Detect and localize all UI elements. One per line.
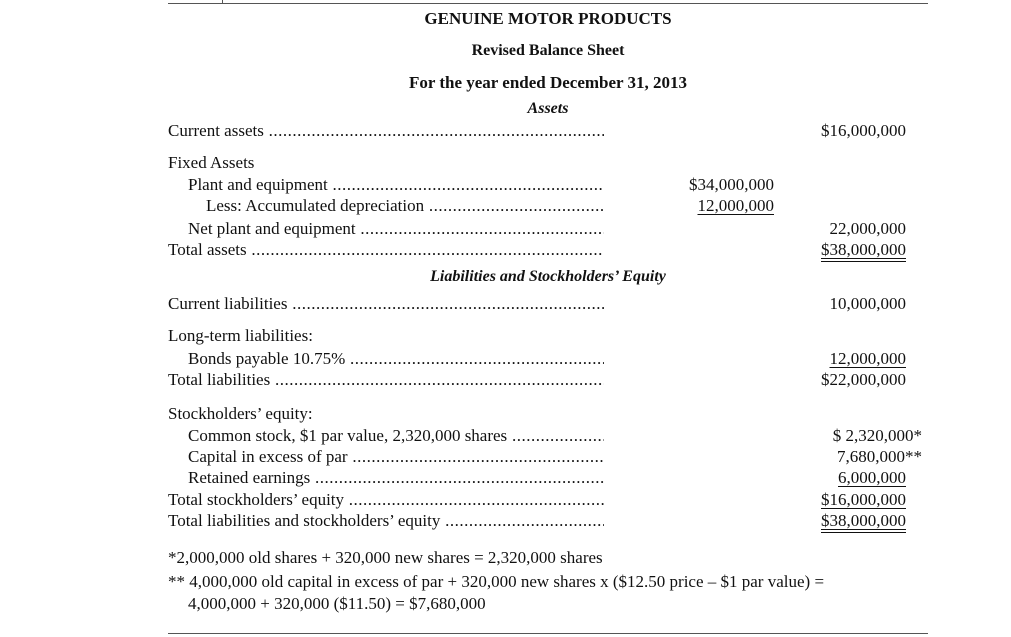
long-term-heading: Long-term liabilities: bbox=[168, 326, 313, 345]
bonds-payable-value: 12,000,000 bbox=[829, 349, 906, 368]
common-stock-label: Common stock, $1 par value, 2,320,000 shares ..... bbox=[188, 426, 604, 446]
total-liab-equity-label: Total liabilities and stockholders’ equity ..... bbox=[168, 511, 604, 531]
total-liab-equity-value: $38,000,000 bbox=[821, 511, 906, 530]
total-liabilities-value: $22,000,000 bbox=[821, 370, 906, 389]
retained-earnings-label: Retained earnings ..... bbox=[188, 468, 604, 488]
total-liabilities-label: Total liabilities ..... bbox=[168, 370, 604, 390]
total-equity-label: Total stockholders’ equity ..... bbox=[168, 490, 604, 510]
accum-depreciation-label: Less: Accumulated depreciation ..... bbox=[206, 196, 604, 216]
total-assets-value: $38,000,000 bbox=[821, 240, 906, 259]
stockholders-equity-heading: Stockholders’ equity: bbox=[168, 404, 313, 423]
plant-equipment-label: Plant and equipment ..... bbox=[188, 175, 604, 195]
footnote-shares: *2,000,000 old shares + 320,000 new shares = 2,320,000 shares bbox=[168, 548, 603, 567]
net-plant-value: 22,000,000 bbox=[829, 219, 906, 238]
net-plant-label: Net plant and equipment ..... bbox=[188, 219, 604, 239]
current-assets-value: $16,000,000 bbox=[821, 121, 906, 140]
statement-period: For the year ended December 31, 2013 bbox=[408, 73, 688, 92]
accum-depreciation-value: 12,000,000 bbox=[697, 196, 774, 215]
fixed-assets-heading: Fixed Assets bbox=[168, 153, 255, 172]
footnote-capital-line1: ** 4,000,000 old capital in excess of par + 320,000 new shares x ($12.50 price – $1 par value) = bbox=[168, 572, 825, 591]
liabilities-heading: Liabilities and Stockholders’ Equity bbox=[430, 268, 666, 285]
current-liabilities-value: 10,000,000 bbox=[829, 294, 906, 313]
plant-equipment-value: $34,000,000 bbox=[689, 175, 774, 194]
total-assets-label: Total assets ..... bbox=[168, 240, 604, 260]
capital-excess-label: Capital in excess of par ..... bbox=[188, 447, 604, 467]
bonds-payable-label: Bonds payable 10.75% ..... bbox=[188, 349, 604, 369]
retained-earnings-value: 6,000,000 bbox=[838, 468, 906, 487]
statement-title: Revised Balance Sheet bbox=[471, 42, 625, 59]
top-rule bbox=[168, 3, 928, 4]
current-assets-label: Current assets ..... bbox=[168, 121, 604, 141]
current-liabilities-label: Current liabilities ..... bbox=[168, 294, 604, 314]
company-name: GENUINE MOTOR PRODUCTS bbox=[424, 9, 672, 28]
common-stock-value: $ 2,320,000* bbox=[832, 426, 922, 445]
footnote-capital-line2: 4,000,000 + 320,000 ($11.50) = $7,680,000 bbox=[188, 594, 486, 613]
top-rule-tick bbox=[222, 0, 223, 4]
assets-heading: Assets bbox=[527, 100, 569, 117]
bottom-rule bbox=[168, 633, 928, 634]
total-equity-value: $16,000,000 bbox=[821, 490, 906, 509]
capital-excess-value: 7,680,000** bbox=[837, 447, 922, 466]
